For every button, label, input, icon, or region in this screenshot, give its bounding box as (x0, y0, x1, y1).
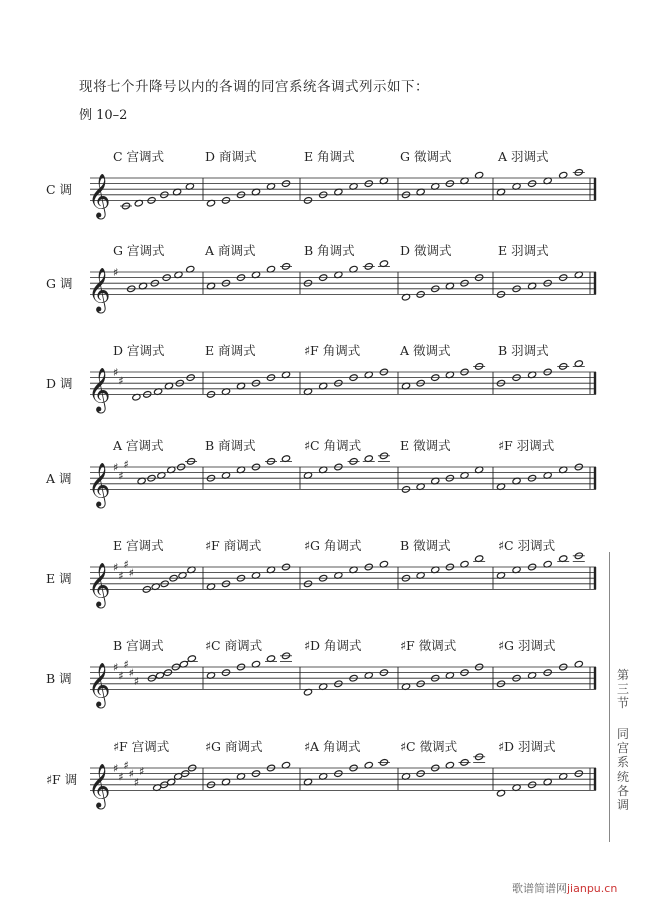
sharp-icon: ♯ (113, 762, 119, 775)
mode-label: ♯C 角调式 (304, 438, 362, 453)
mode-label: ♯F 宫调式 (113, 739, 170, 754)
sharp-icon: ♯ (123, 558, 129, 572)
mode-label: ♯C 商调式 (205, 638, 263, 653)
treble-clef-icon: 𝄞 (88, 763, 111, 808)
sharp-icon: ♯ (133, 776, 140, 789)
mode-label: ♯G 商调式 (205, 739, 263, 754)
mode-label: E 商调式 (205, 343, 256, 358)
mode-label: B 角调式 (304, 243, 355, 258)
sharp-icon: ♯ (113, 661, 119, 674)
key-label: D 调 (46, 376, 73, 391)
side-title-label: 同宫系统各调 (616, 727, 629, 813)
mode-label: G 宫调式 (113, 243, 165, 258)
mode-label: ♯A 角调式 (304, 739, 361, 754)
key-label: C 调 (46, 182, 73, 197)
mode-label: ♯G 角调式 (304, 538, 362, 553)
mode-label: D 宫调式 (113, 343, 165, 358)
key-label: E 调 (46, 571, 72, 586)
mode-label: ♯F 徵调式 (400, 638, 457, 653)
mode-label: D 徵调式 (400, 243, 452, 258)
mode-label: A 商调式 (205, 243, 256, 258)
mode-label: E 角调式 (304, 149, 355, 164)
sharp-icon: ♯ (139, 764, 145, 778)
mode-label: G 徵调式 (400, 149, 452, 164)
treble-clef-icon: 𝄞 (88, 462, 111, 507)
key-label: G 调 (46, 276, 73, 291)
treble-clef-icon: 𝄞 (88, 267, 111, 312)
mode-label: E 徵调式 (400, 438, 451, 453)
mode-label: ♯G 羽调式 (498, 638, 556, 653)
treble-clef-icon: 𝄞 (88, 662, 111, 707)
sharp-icon: ♯ (113, 461, 119, 474)
sharp-icon: ♯ (118, 569, 124, 583)
key-label: B 调 (46, 671, 72, 686)
mode-label: B 徵调式 (400, 538, 451, 553)
sharp-icon: ♯ (123, 458, 129, 472)
watermark-url: jianpu.cn (567, 882, 618, 895)
mode-label: ♯D 角调式 (304, 638, 362, 653)
sharp-icon: ♯ (118, 770, 124, 784)
mode-label: B 宫调式 (113, 638, 164, 653)
sharp-icon: ♯ (133, 675, 140, 688)
key-label: ♯F 调 (46, 772, 78, 787)
mode-label: ♯C 羽调式 (498, 538, 556, 553)
sharp-icon: ♯ (128, 666, 134, 680)
treble-clef-icon: 𝄞 (88, 367, 111, 412)
mode-label: B 商调式 (205, 438, 256, 453)
watermark-site-name: 歌谱简谱网 (512, 882, 567, 895)
watermark (512, 880, 617, 896)
sharp-icon: ♯ (118, 374, 124, 388)
mode-label: A 徵调式 (400, 343, 451, 358)
mode-label: ♯F 角调式 (304, 343, 361, 358)
sharp-icon: ♯ (123, 759, 129, 773)
mode-label: C 宫调式 (113, 149, 165, 164)
side-section-label: 第三节 (616, 668, 629, 711)
mode-label: A 宫调式 (113, 438, 164, 453)
sharp-icon: ♯ (118, 669, 124, 683)
mode-label: ♯C 徵调式 (400, 739, 458, 754)
sharp-icon: ♯ (118, 469, 124, 483)
mode-label: A 羽调式 (498, 149, 549, 164)
sharp-icon: ♯ (113, 366, 119, 379)
mode-label: ♯F 羽调式 (498, 438, 555, 453)
treble-clef-icon: 𝄞 (88, 173, 111, 218)
sharp-icon: ♯ (113, 561, 119, 574)
mode-label: ♯D 羽调式 (498, 739, 556, 754)
side-divider (609, 552, 610, 842)
sharp-icon: ♯ (128, 767, 134, 781)
key-label: A 调 (46, 471, 72, 486)
mode-label: D 商调式 (205, 149, 257, 164)
mode-label: E 羽调式 (498, 243, 549, 258)
mode-label: E 宫调式 (113, 538, 164, 553)
mode-label: B 羽调式 (498, 343, 549, 358)
example-label: 例 10–2 (79, 108, 128, 123)
mode-label: ♯F 商调式 (205, 538, 262, 553)
sharp-icon: ♯ (128, 566, 134, 580)
sharp-icon: ♯ (113, 266, 119, 279)
treble-clef-icon: 𝄞 (88, 562, 111, 607)
intro-text: 现将七个升降号以内的各调的同宫系统各调式列示如下： (79, 79, 429, 95)
sharp-icon: ♯ (123, 658, 129, 672)
